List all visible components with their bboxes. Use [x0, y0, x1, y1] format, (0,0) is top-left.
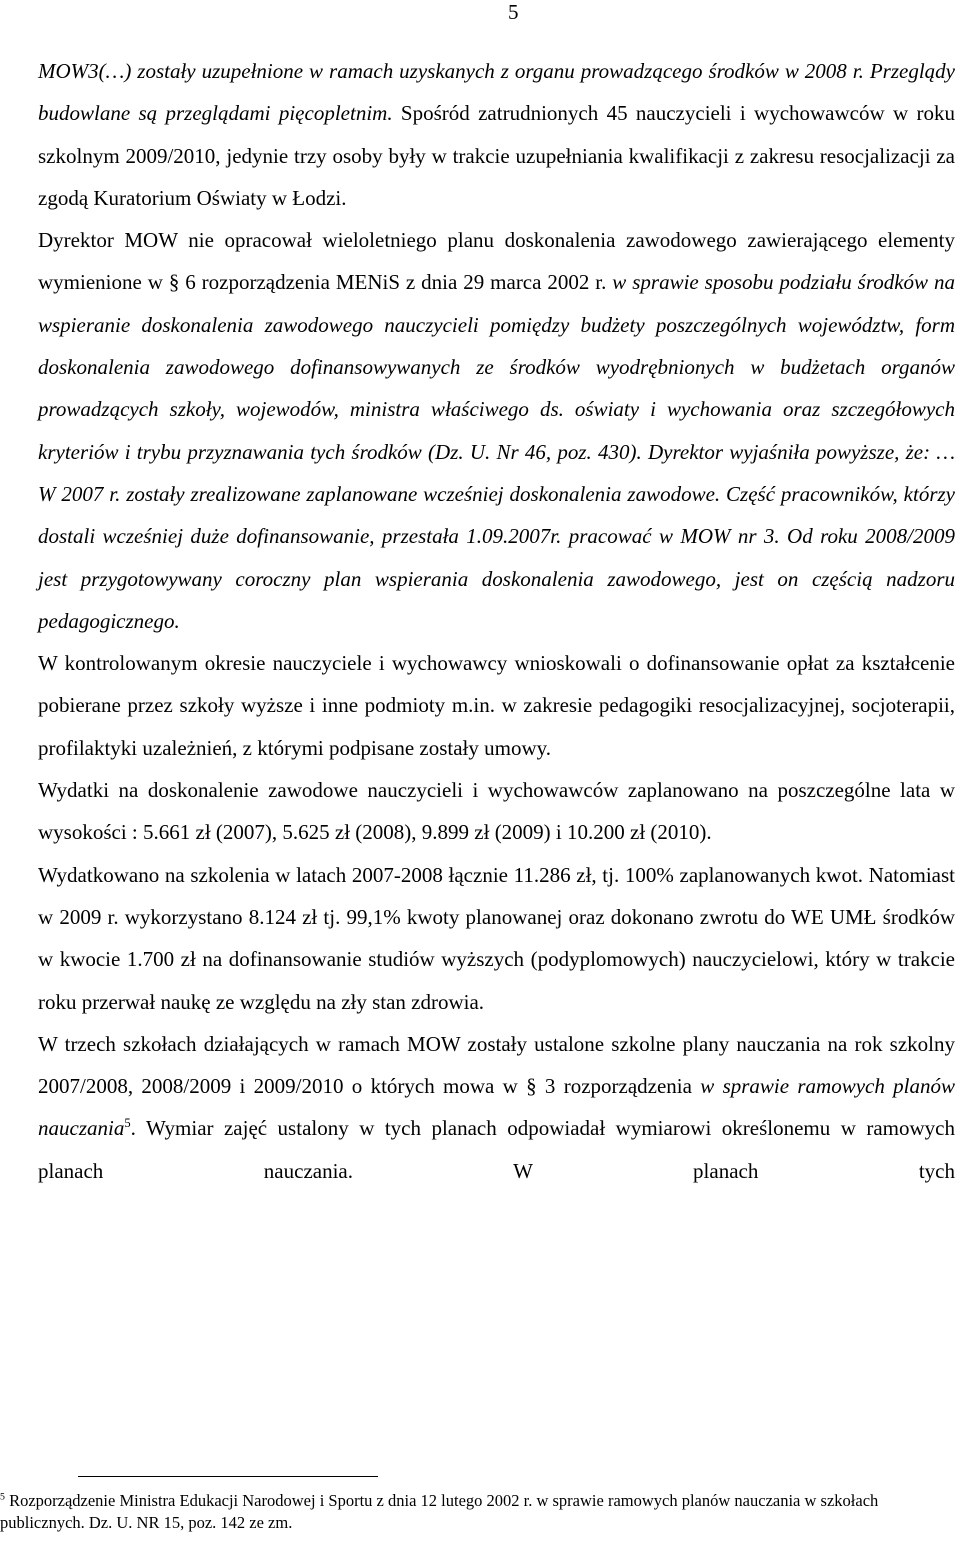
footnote-reference: 5: [124, 1116, 131, 1131]
paragraph-6-italic-title: w sprawie ramowych planów nauczania: [38, 1074, 956, 1141]
paragraph-1-text: Spośród zatrudnionych 45 nauczycieli i wychowawców w roku szkolnym 2009/2010, jedynie trzy osoby były w trakcie uzupełniania kwalifikacji z zakresu resocjalizacji za zgodą Kuratorium Oświaty w Łodzi.: [38, 101, 955, 210]
page-number: 5: [508, 0, 519, 24]
document-body: [38, 50, 955, 1192]
paragraph-2-italic-title: w sprawie sposobu podziału środków na wspieranie doskonalenia zawodowego nauczycieli pomiędzy budżety poszczególnych województw, form doskonalenia zawodowego dofinansowywanych ze środków wyodrębnionych w budżetach organów prowadzących szkoły, wojewodów, ministra właściwego ds. oświaty i wychowania oraz szczegółowych kryteriów i trybu przyznawania tych środków (Dz. U. Nr 46, poz. 430).: [38, 270, 955, 464]
paragraph-5: Wydatkowano na szkolenia w latach 2007-2008 łącznie 11.286 zł, tj. 100% zaplanowanych kwot. Natomiast w 2009 r. wykorzystano 8.124 zł tj. 99,1% kwoty planowanej oraz dokonano zwrotu do WE UMŁ środków w kwocie 1.700 zł na dofinansowanie studiów wyższych (podyplomowych) nauczycielowi, który w trakcie roku przerwał naukę ze względu na zły stan zdrowia.: [38, 862, 955, 1014]
footnote-text: Rozporządzenie Ministra Edukacji Narodowej i Sportu z dnia 12 lutego 2002 r. w sprawie ramowych planów nauczania w szkołach publicznych. Dz. U. NR 15, poz. 142 ze zm.: [0, 1491, 879, 1532]
paragraph-6-continuation: . Wymiar zajęć ustalony w tych planach odpowiadał wymiarowi określonemu w ramowych planach nauczania. W planach tych: [38, 1116, 955, 1183]
paragraph-4: Wydatki na doskonalenie zawodowe nauczycieli i wychowawców zaplanowano na poszczególne lata w wysokości : 5.661 zł (2007), 5.625 zł (2008), 9.899 zł (2009) i 10.200 zł (2010).: [38, 778, 955, 845]
paragraph-1-italic-text: MOW3(…) zostały uzupełnione w ramach uzyskanych z organu prowadzącego środków w 2008 r. Przeglądy budowlane są przeglądami pięcopletnim.: [38, 59, 955, 126]
paragraph-2: [38, 219, 955, 642]
paragraph-2-text: Dyrektor MOW nie opracował wieloletniego planu doskonalenia zawodowego zawierającego elementy wymienione w § 6 rozporządzenia MENiS z dnia 29 marca 2002 r.: [38, 228, 955, 295]
footnote-separator: [78, 1476, 378, 1477]
paragraph-1: [38, 50, 955, 219]
paragraph-2-italic-quote: Dyrektor wyjaśniła powyższe, że: … W 2007 r. zostały zrealizowane zaplanowane wcześniej doskonalenia zawodowe. Część pracowników, którzy dostali wcześniej duże dofinansowanie, przestała 1.09.2007r. pracować w MOW nr 3. Od roku 2008/2009 jest przygotowywany coroczny plan wspierania doskonalenia zawodowego, jest on częścią nadzoru pedagogicznego.: [38, 439, 955, 633]
footnote-mark: 5: [0, 1491, 5, 1503]
footnote: [0, 1490, 940, 1534]
paragraph-3: W kontrolowanym okresie nauczyciele i wychowawcy wnioskowali o dofinansowanie opłat za kształcenie pobierane przez szkoły wyższe i inne podmioty m.in. w zakresie pedagogiki resocjalizacyjnej, socjoterapii, profilaktyki uzależnień, z którymi podpisane zostały umowy.: [38, 651, 955, 760]
paragraph-6: [38, 1023, 955, 1192]
paragraph-6-text: W trzech szkołach działających w ramach MOW zostały ustalone szkolne plany nauczania na rok szkolny 2007/2008, 2008/2009 i 2009/2010 o których mowa w § 3 rozporządzenia: [38, 1031, 955, 1099]
